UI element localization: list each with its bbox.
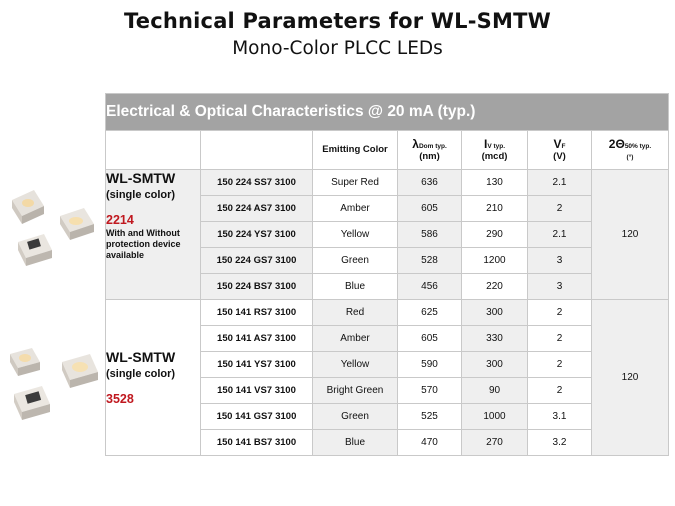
family-name: WL-SMTW (106, 349, 176, 365)
emitting-color: Amber (313, 196, 398, 222)
dominant-wavelength: 590 (398, 352, 462, 378)
table-row (106, 170, 669, 196)
part-number: 150 224 BS7 3100 (201, 274, 313, 300)
led-3528-photo (4, 340, 104, 430)
header-viewing-angle: 2Θ50% typ. (°) (592, 131, 669, 170)
part-number: 150 141 AS7 3100 (201, 326, 313, 352)
forward-voltage: 2.1 (528, 170, 592, 196)
family-type: (single color) (106, 368, 176, 380)
package-code: 2214 (106, 213, 134, 227)
luminous-intensity: 1000 (462, 404, 528, 430)
led-3528-package-a (10, 348, 40, 376)
emitting-color: Green (313, 404, 398, 430)
dominant-wavelength: 456 (398, 274, 462, 300)
dominant-wavelength: 636 (398, 170, 462, 196)
part-number: 150 141 YS7 3100 (201, 352, 313, 378)
led-2214-package-a (12, 190, 44, 224)
forward-voltage: 3 (528, 274, 592, 300)
header-forward-voltage: VF (V) (528, 131, 592, 170)
forward-voltage: 2 (528, 378, 592, 404)
luminous-intensity: 300 (462, 300, 528, 326)
dominant-wavelength: 570 (398, 378, 462, 404)
luminous-intensity: 90 (462, 378, 528, 404)
led-2214-package-b (60, 208, 94, 240)
part-number: 150 224 AS7 3100 (201, 196, 313, 222)
emitting-color: Super Red (313, 170, 398, 196)
dominant-wavelength: 528 (398, 248, 462, 274)
family-cell-2214 (106, 170, 201, 300)
part-number: 150 141 BS7 3100 (201, 430, 313, 456)
led-2214-photo (4, 180, 104, 280)
group-3528 (106, 300, 669, 456)
dominant-wavelength: 605 (398, 326, 462, 352)
page-title: Technical Parameters for WL-SMTW (124, 9, 551, 33)
emitting-color: Blue (313, 430, 398, 456)
header-family (106, 131, 201, 170)
viewing-angle: 120 (592, 170, 669, 300)
emitting-color: Bright Green (313, 378, 398, 404)
group-2214 (106, 170, 669, 300)
luminous-intensity: 290 (462, 222, 528, 248)
header-emitting-color: Emitting Color (313, 131, 398, 170)
part-number: 150 141 VS7 3100 (201, 378, 313, 404)
characteristics-table (105, 93, 669, 456)
led-3528-package-b (62, 354, 98, 388)
luminous-intensity: 300 (462, 352, 528, 378)
emitting-color: Yellow (313, 352, 398, 378)
table-header-row (106, 131, 669, 170)
forward-voltage: 2 (528, 352, 592, 378)
led-2214-package-c (18, 234, 52, 266)
luminous-intensity: 210 (462, 196, 528, 222)
dominant-wavelength: 625 (398, 300, 462, 326)
forward-voltage: 2 (528, 196, 592, 222)
header-dominant-wavelength: λDom typ. (nm) (398, 131, 462, 170)
led-3528-package-c (14, 386, 50, 420)
luminous-intensity: 130 (462, 170, 528, 196)
emitting-color: Blue (313, 274, 398, 300)
package-note: With and Without protection device available (106, 228, 181, 260)
family-type: (single color) (106, 189, 176, 201)
emitting-color: Amber (313, 326, 398, 352)
forward-voltage: 2 (528, 300, 592, 326)
emitting-color: Yellow (313, 222, 398, 248)
forward-voltage: 2 (528, 326, 592, 352)
table-row (106, 300, 669, 326)
forward-voltage: 3.1 (528, 404, 592, 430)
luminous-intensity: 1200 (462, 248, 528, 274)
forward-voltage: 2.1 (528, 222, 592, 248)
header-luminous-intensity: IV typ. (mcd) (462, 131, 528, 170)
forward-voltage: 3.2 (528, 430, 592, 456)
forward-voltage: 3 (528, 248, 592, 274)
dominant-wavelength: 605 (398, 196, 462, 222)
table-banner: Electrical & Optical Characteristics @ 20 mA (typ.) (106, 94, 669, 131)
part-number: 150 141 GS7 3100 (201, 404, 313, 430)
package-code: 3528 (106, 392, 134, 406)
viewing-angle: 120 (592, 300, 669, 456)
dominant-wavelength: 525 (398, 404, 462, 430)
page-subtitle: Mono-Color PLCC LEDs (232, 38, 443, 59)
part-number: 150 224 GS7 3100 (201, 248, 313, 274)
part-number: 150 224 YS7 3100 (201, 222, 313, 248)
dominant-wavelength: 586 (398, 222, 462, 248)
luminous-intensity: 270 (462, 430, 528, 456)
emitting-color: Green (313, 248, 398, 274)
part-number: 150 224 SS7 3100 (201, 170, 313, 196)
luminous-intensity: 330 (462, 326, 528, 352)
emitting-color: Red (313, 300, 398, 326)
part-number: 150 141 RS7 3100 (201, 300, 313, 326)
header-part-number (201, 131, 313, 170)
family-cell-3528 (106, 300, 201, 456)
luminous-intensity: 220 (462, 274, 528, 300)
family-name: WL-SMTW (106, 170, 176, 186)
dominant-wavelength: 470 (398, 430, 462, 456)
